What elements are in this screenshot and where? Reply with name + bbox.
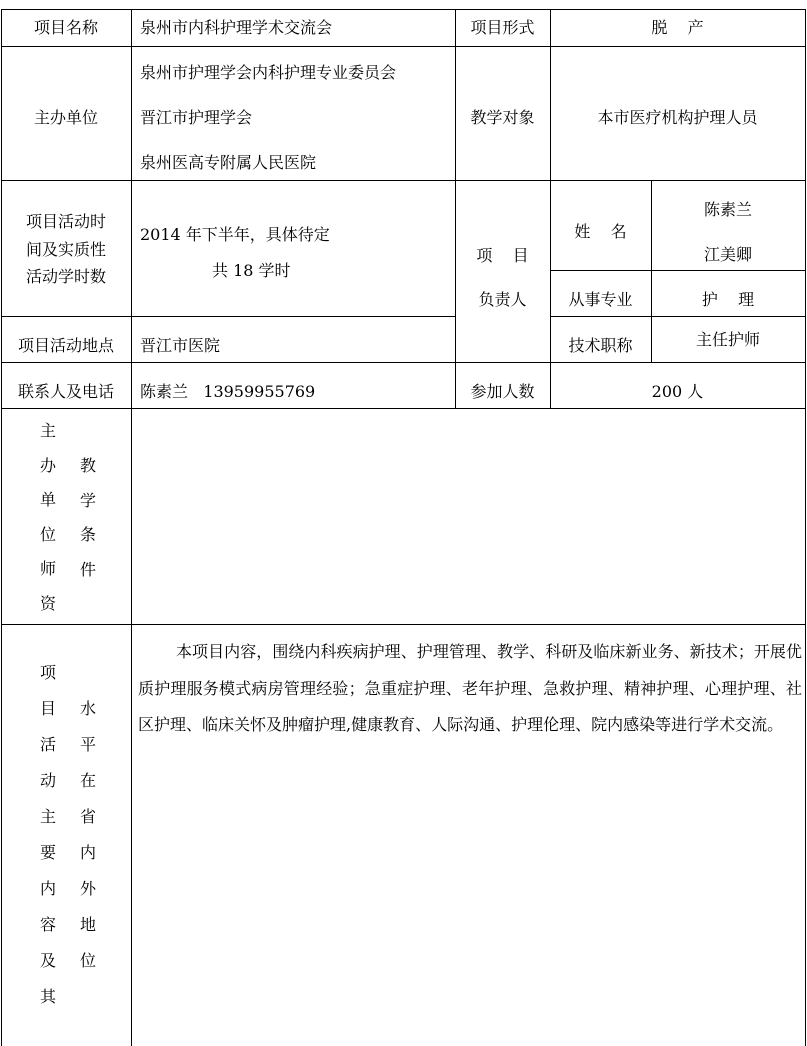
table-border	[805, 9, 806, 1046]
table-border	[1, 46, 806, 47]
location-value: 晋江市医院	[140, 336, 221, 355]
professional-title-value: 主任护师	[695, 330, 760, 349]
faculty-label-column-2: 教 学 条 件	[79, 456, 96, 579]
table-border	[1, 9, 806, 10]
audience-value: 本市医疗机构护理人员	[597, 108, 758, 127]
table-border	[1, 9, 2, 1046]
project-name-value: 泉州市内科护理学术交流会	[140, 18, 333, 37]
project-leader-label-line-1: 项 目	[476, 246, 529, 265]
faculty-label-column-1: 主 办 单 位 师 资	[39, 421, 56, 613]
table-border	[1, 316, 455, 317]
contact-value: 陈素兰 13959955769	[140, 382, 316, 401]
participants-value: 200 人	[651, 382, 704, 401]
location-label: 项目活动地点	[17, 336, 114, 355]
project-content-paragraph: 本项目内容，围绕内科疾病护理、护理管理、教学、科研及临床新业务、新技术；开展优质护理服务模式病房管理经验；急重症护理、老年护理、急救护理、精神护理、心理护理、社区护理、临床关怀及肿瘤护理,健康教育、人际沟通、护理伦理、院内感染等进行学术交流。	[138, 642, 802, 734]
table-border	[550, 316, 806, 317]
participants-label: 参加人数	[470, 382, 535, 401]
professional-title-label: 技术职称	[568, 336, 633, 355]
credit-hours-value: 共 18 学时	[212, 261, 291, 280]
table-border	[1, 624, 806, 625]
activity-time-label-line-3: 活动学时数	[25, 267, 106, 286]
specialty-label: 从事专业	[568, 290, 633, 309]
project-format-value: 脱 产	[651, 18, 704, 37]
project-leader-label-line-2: 负责人	[478, 290, 527, 309]
activity-time-label-line-2: 间及实质性	[25, 240, 106, 259]
content-label-column-2: 水 平 在 省 内 外 地 位	[79, 699, 96, 970]
specialty-value: 护 理	[701, 290, 755, 309]
table-border	[131, 9, 132, 1046]
activity-time-value: 2014 年下半年，具体待定	[140, 225, 330, 244]
leader-name-label: 姓 名	[574, 222, 627, 241]
leader-name-1: 陈素兰	[703, 200, 752, 219]
organizer-line-1: 泉州市护理学会内科护理专业委员会	[140, 63, 397, 82]
activity-time-label-line-1: 项目活动时	[25, 212, 106, 231]
leader-name-2: 江美卿	[703, 245, 752, 264]
organizer-label: 主办单位	[33, 108, 98, 127]
project-format-label: 项目形式	[470, 18, 535, 37]
audience-label: 教学对象	[470, 108, 535, 127]
table-border	[1, 408, 806, 409]
contact-label: 联系人及电话	[17, 382, 114, 401]
content-label-column-1: 项 目 活 动 主 要 内 容 及 其	[39, 663, 56, 1006]
organizer-line-2: 晋江市护理学会	[140, 108, 253, 127]
table-border	[455, 9, 456, 409]
project-name-label: 项目名称	[33, 18, 98, 37]
table-border	[1, 180, 806, 181]
table-border	[550, 270, 806, 271]
table-border	[1, 362, 806, 363]
organizer-line-3: 泉州医高专附属人民医院	[140, 153, 317, 172]
